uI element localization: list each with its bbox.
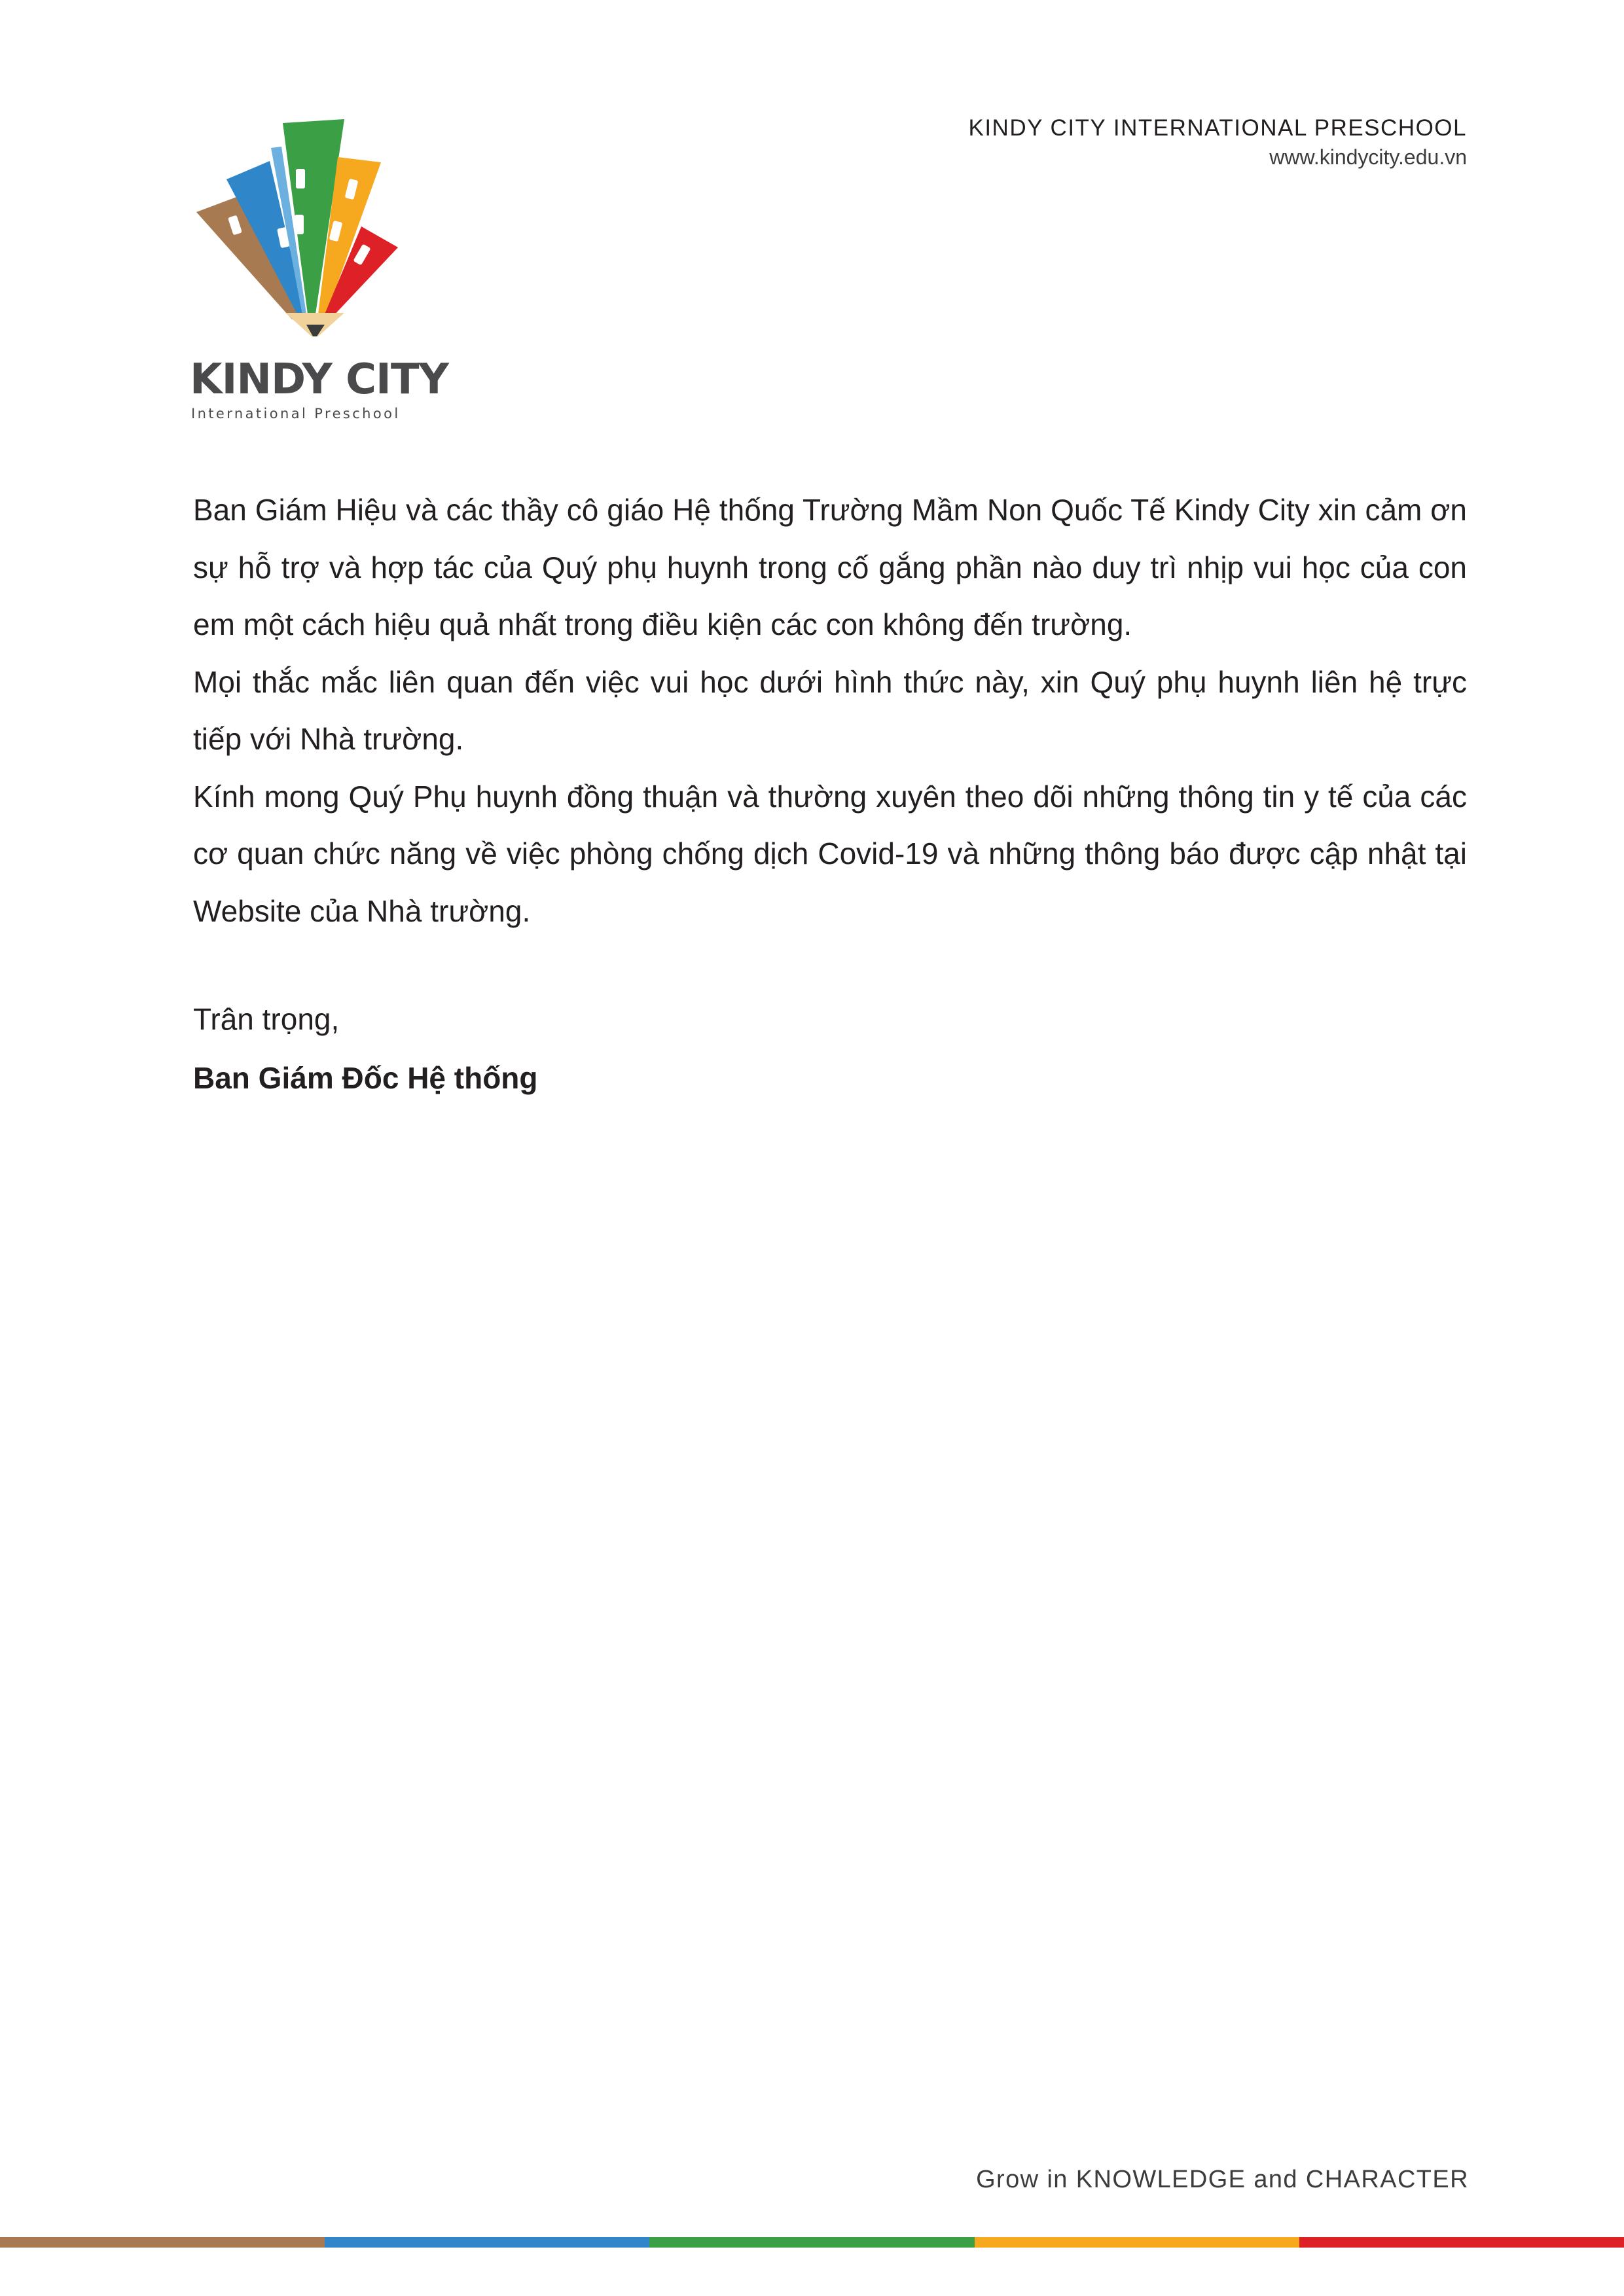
- body-paragraph: Mọi thắc mắc liên quan đến việc vui học dưới hình thức này, xin Quý phụ huynh liên hệ trực tiếp với Nhà trường.: [193, 664, 1467, 756]
- logo-wordmark: KINDY CITY: [190, 355, 448, 404]
- color-bar-segment: [1299, 2237, 1624, 2248]
- body-paragraph: Kính mong Quý Phụ huynh đồng thuận và thường xuyên theo dõi những thông tin y tế của các cơ quan chức năng về việc phòng chống dịch Covid-19 và những thông báo được cập nhật tại Website của Nhà trường.: [193, 779, 1467, 928]
- letter-closing: [193, 990, 537, 1107]
- color-bar-segment: [975, 2237, 1299, 2248]
- color-bar-segment: [325, 2237, 649, 2248]
- color-bar-segment: [649, 2237, 974, 2248]
- salutation: Trân trọng,: [193, 1002, 340, 1036]
- color-bar-segment: [0, 2237, 325, 2248]
- school-website-link[interactable]: www.kindycity.edu.vn: [1269, 145, 1467, 169]
- body-paragraph: Ban Giám Hiệu và các thầy cô giáo Hệ thống Trường Mầm Non Quốc Tế Kindy City xin cảm ơn sự hỗ trợ và hợp tác của Quý phụ huynh trong cố gắng phần nào duy trì nhịp vui học của con em một cách hiệu quả nhất trong điều kiện các con không đến trường.: [193, 493, 1467, 641]
- logo-subtitle: International Preschool: [191, 406, 401, 422]
- letter-body: [193, 482, 1467, 940]
- pencil-buildings-logo-icon: [190, 117, 425, 339]
- school-logo: [190, 117, 425, 339]
- signatory: Ban Giám Đốc Hệ thống: [193, 1061, 538, 1095]
- footer-color-bar: [0, 2237, 1624, 2248]
- footer-slogan: Grow in KNOWLEDGE and CHARACTER: [976, 2166, 1469, 2193]
- school-name-header: KINDY CITY INTERNATIONAL PRESCHOOL: [968, 115, 1467, 141]
